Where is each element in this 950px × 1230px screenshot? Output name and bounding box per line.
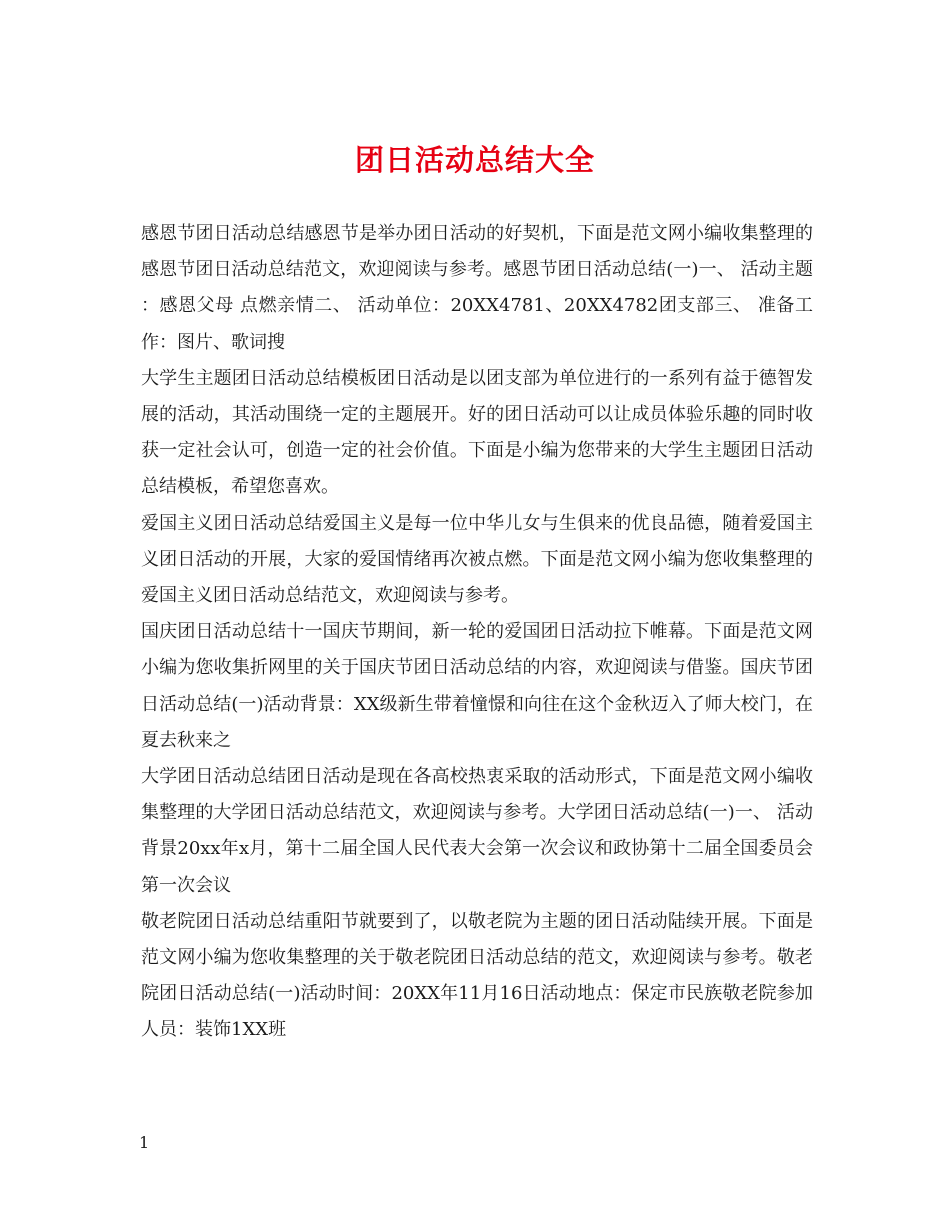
paragraph-nursing-home: 敬老院团日活动总结重阳节就要到了，以敬老院为主题的团日活动陆续开展。下面是范文网小编为您收集整理的关于敬老院团日活动总结的范文，欢迎阅读与参考。敬老院团日活动总结(一)活动时间：20XX年11月16日活动地点：保定市民族敬老院参加人员：装饰1XX班 — [141, 910, 813, 1041]
paragraph-thanksgiving: 感恩节团日活动总结感恩节是举办团日活动的好契机，下面是范文网小编收集整理的感恩节团日活动总结范文，欢迎阅读与参考。感恩节团日活动总结(一)一、 活动主题：感恩父母 点燃亲情二、 活动单位：20XX4781、20XX4782团支部三、 准备工作：图片、歌词搜 — [141, 223, 813, 353]
document-body — [141, 216, 813, 1049]
paragraph-national-day: 国庆团日活动总结十一国庆节期间，新一轮的爱国团日活动拉下帷幕。下面是范文网小编为您收集折网里的关于国庆节团日活动总结的内容，欢迎阅读与借鉴。国庆节团日活动总结(一)活动背景：XX级新生带着憧憬和向往在这个金秋迈入了师大校门，在夏去秋来之 — [141, 621, 813, 751]
paragraph-college-theme: 大学生主题团日活动总结模板团日活动是以团支部为单位进行的一系列有益于德智发展的活动，其活动围绕一定的主题展开。好的团日活动可以让成员体验乐趣的同时收获一定社会认可，创造一定的社会价值。下面是小编为您带来的大学生主题团日活动总结模板，希望您喜欢。 — [141, 367, 813, 498]
paragraph-patriotism: 爱国主义团日活动总结爱国主义是每一位中华儿女与生俱来的优良品德，随着爱国主义团日活动的开展，大家的爱国情绪再次被点燃。下面是范文网小编为您收集整理的爱国主义团日活动总结范文，欢迎阅读与参考。 — [141, 512, 813, 607]
page-number: 1 — [139, 1133, 150, 1152]
page-title: 团日活动总结大全 — [354, 143, 595, 177]
paragraph-university: 大学团日活动总结团日活动是现在各高校热衷采取的活动形式，下面是范文网小编收集整理的大学团日活动总结范文，欢迎阅读与参考。大学团日活动总结(一)一、 活动背景20xx年x月，第十二届全国人民代表大会第一次会议和政协第十二届全国委员会第一次会议 — [141, 766, 813, 896]
